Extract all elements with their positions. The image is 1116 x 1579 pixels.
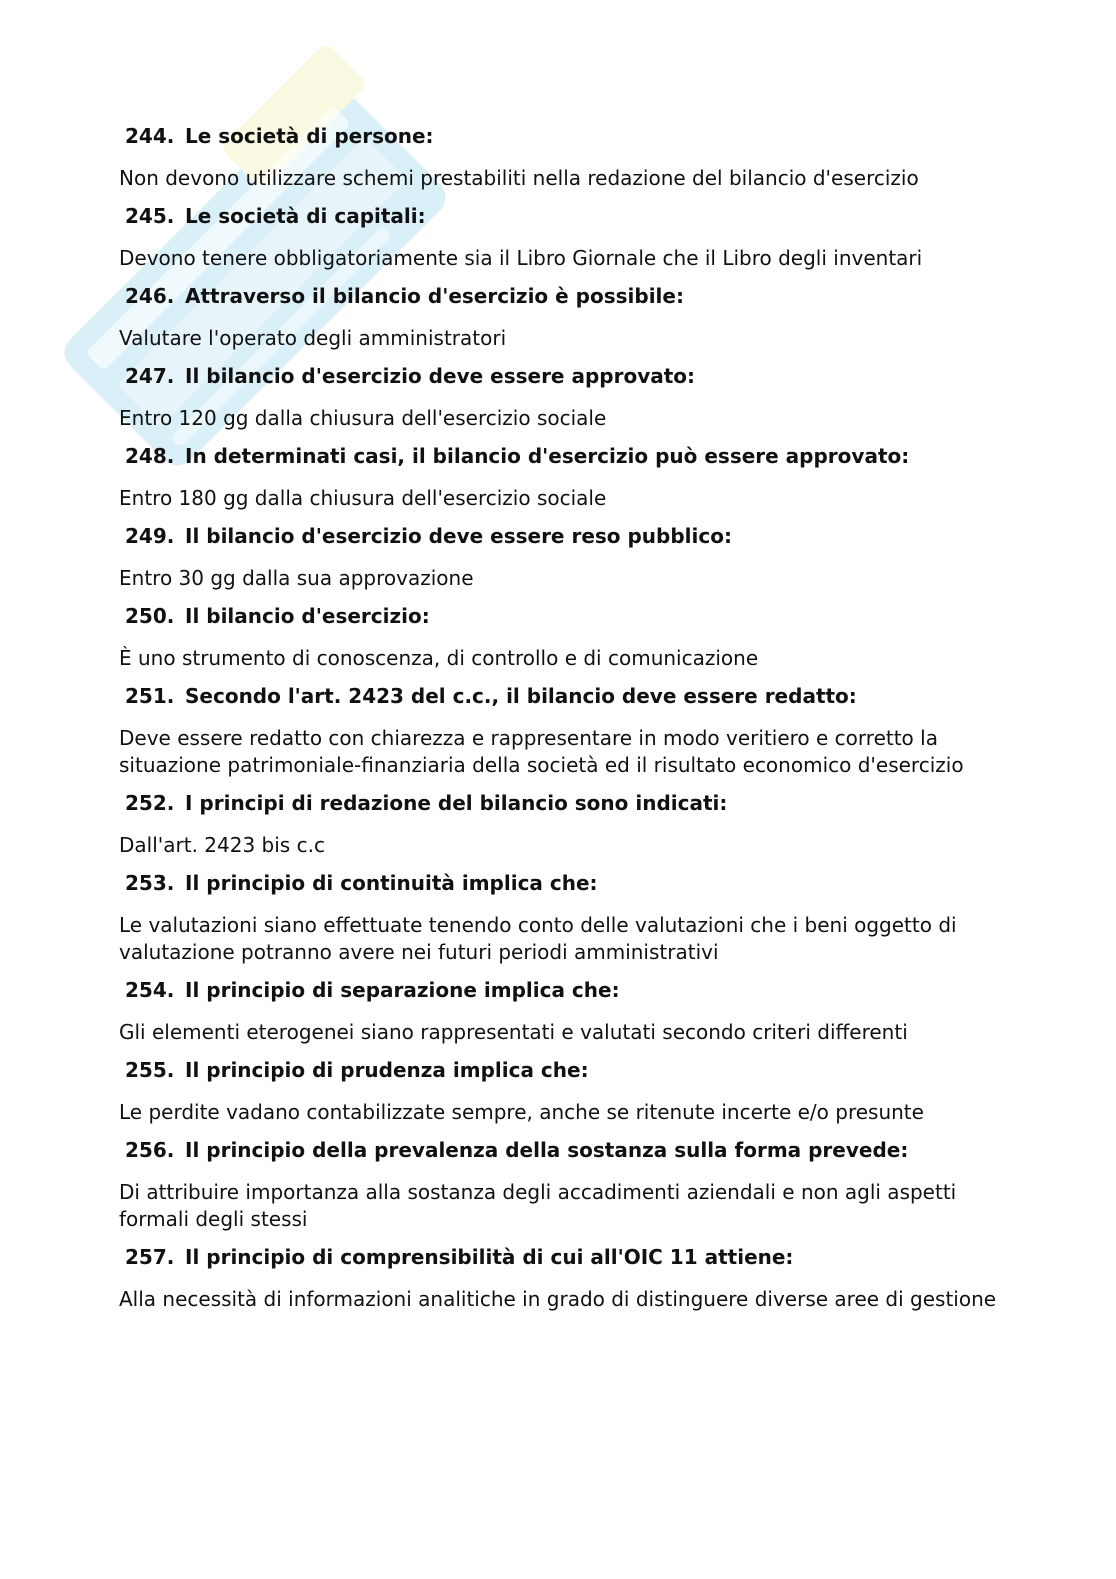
question-number: 256. [125,1138,175,1162]
question [119,788,999,818]
question [119,681,999,711]
qa-item [119,361,999,432]
qa-item [119,1242,999,1313]
answer-text: Non devono utilizzare schemi prestabiliti nella redazione del bilancio d'esercizio [119,166,919,190]
question-number: 248. [125,444,175,468]
qa-item [119,121,999,192]
question [119,1242,999,1272]
qa-item [119,975,999,1046]
question-text: Attraverso il bilancio d'esercizio è possibile: [185,284,684,308]
question-text: Il principio di prudenza implica che: [185,1058,589,1082]
answer-text: Entro 180 gg dalla chiusura dell'esercizio sociale [119,486,607,510]
question-number: 245. [125,204,175,228]
question-text: Il principio della prevalenza della sostanza sulla forma prevede: [185,1138,909,1162]
question-text: Il bilancio d'esercizio deve essere reso pubblico: [185,524,732,548]
question-number: 257. [125,1245,175,1269]
answer-text: Entro 30 gg dalla sua approvazione [119,566,474,590]
question-text: Secondo l'art. 2423 del c.c., il bilancio deve essere redatto: [185,684,857,708]
question-text: Il principio di separazione implica che: [185,978,620,1002]
question [119,441,999,471]
question-text: Il bilancio d'esercizio: [185,604,430,628]
qa-item [119,868,999,966]
question-text: Il principio di continuità implica che: [185,871,598,895]
qa-item [119,1055,999,1126]
answer-text: Dall'art. 2423 bis c.c [119,833,325,857]
qa-item [119,788,999,859]
question-text: Le società di persone: [185,124,434,148]
question-number: 253. [125,871,175,895]
question [119,601,999,631]
answer-text: Devono tenere obbligatoriamente sia il Libro Giornale che il Libro degli inventari [119,246,923,270]
question-number: 250. [125,604,175,628]
question [119,975,999,1005]
question [119,868,999,898]
question [119,1135,999,1165]
question-number: 247. [125,364,175,388]
question-number: 246. [125,284,175,308]
question-number: 254. [125,978,175,1002]
question [119,361,999,391]
question-number: 255. [125,1058,175,1082]
question [119,281,999,311]
answer-text: Deve essere redatto con chiarezza e rappresentare in modo veritiero e corretto la situazione patrimoniale-finanziaria della società ed il risultato economico d'esercizio [119,726,964,777]
answer-text: Entro 120 gg dalla chiusura dell'esercizio sociale [119,406,607,430]
qa-list [119,121,999,1322]
qa-item [119,281,999,352]
question [119,1055,999,1085]
question [119,201,999,231]
answer-text: Alla necessità di informazioni analitiche in grado di distinguere diverse aree di gestione [119,1287,997,1311]
answer-text: Le perdite vadano contabilizzate sempre, anche se ritenute incerte e/o presunte [119,1100,924,1124]
qa-item [119,681,999,779]
question-number: 251. [125,684,175,708]
answer-text: Le valutazioni siano effettuate tenendo conto delle valutazioni che i beni oggetto di valutazione potranno avere nei futuri periodi amministrativi [119,913,957,964]
qa-item [119,201,999,272]
question-text: Le società di capitali: [185,204,426,228]
question-number: 244. [125,124,175,148]
question [119,521,999,551]
answer-text: Valutare l'operato degli amministratori [119,326,507,350]
answer-text: È uno strumento di conoscenza, di controllo e di comunicazione [119,646,759,670]
answer-text: Gli elementi eterogenei siano rappresentati e valutati secondo criteri differenti [119,1020,908,1044]
qa-item [119,601,999,672]
qa-item [119,1135,999,1233]
answer-text: Di attribuire importanza alla sostanza degli accadimenti aziendali e non agli aspetti formali degli stessi [119,1180,957,1231]
qa-item [119,521,999,592]
question-text: In determinati casi, il bilancio d'esercizio può essere approvato: [185,444,910,468]
question-text: Il principio di comprensibilità di cui all'OIC 11 attiene: [185,1245,794,1269]
question-text: I principi di redazione del bilancio sono indicati: [185,791,728,815]
question-number: 249. [125,524,175,548]
question [119,121,999,151]
question-number: 252. [125,791,175,815]
question-text: Il bilancio d'esercizio deve essere approvato: [185,364,696,388]
qa-item [119,441,999,512]
